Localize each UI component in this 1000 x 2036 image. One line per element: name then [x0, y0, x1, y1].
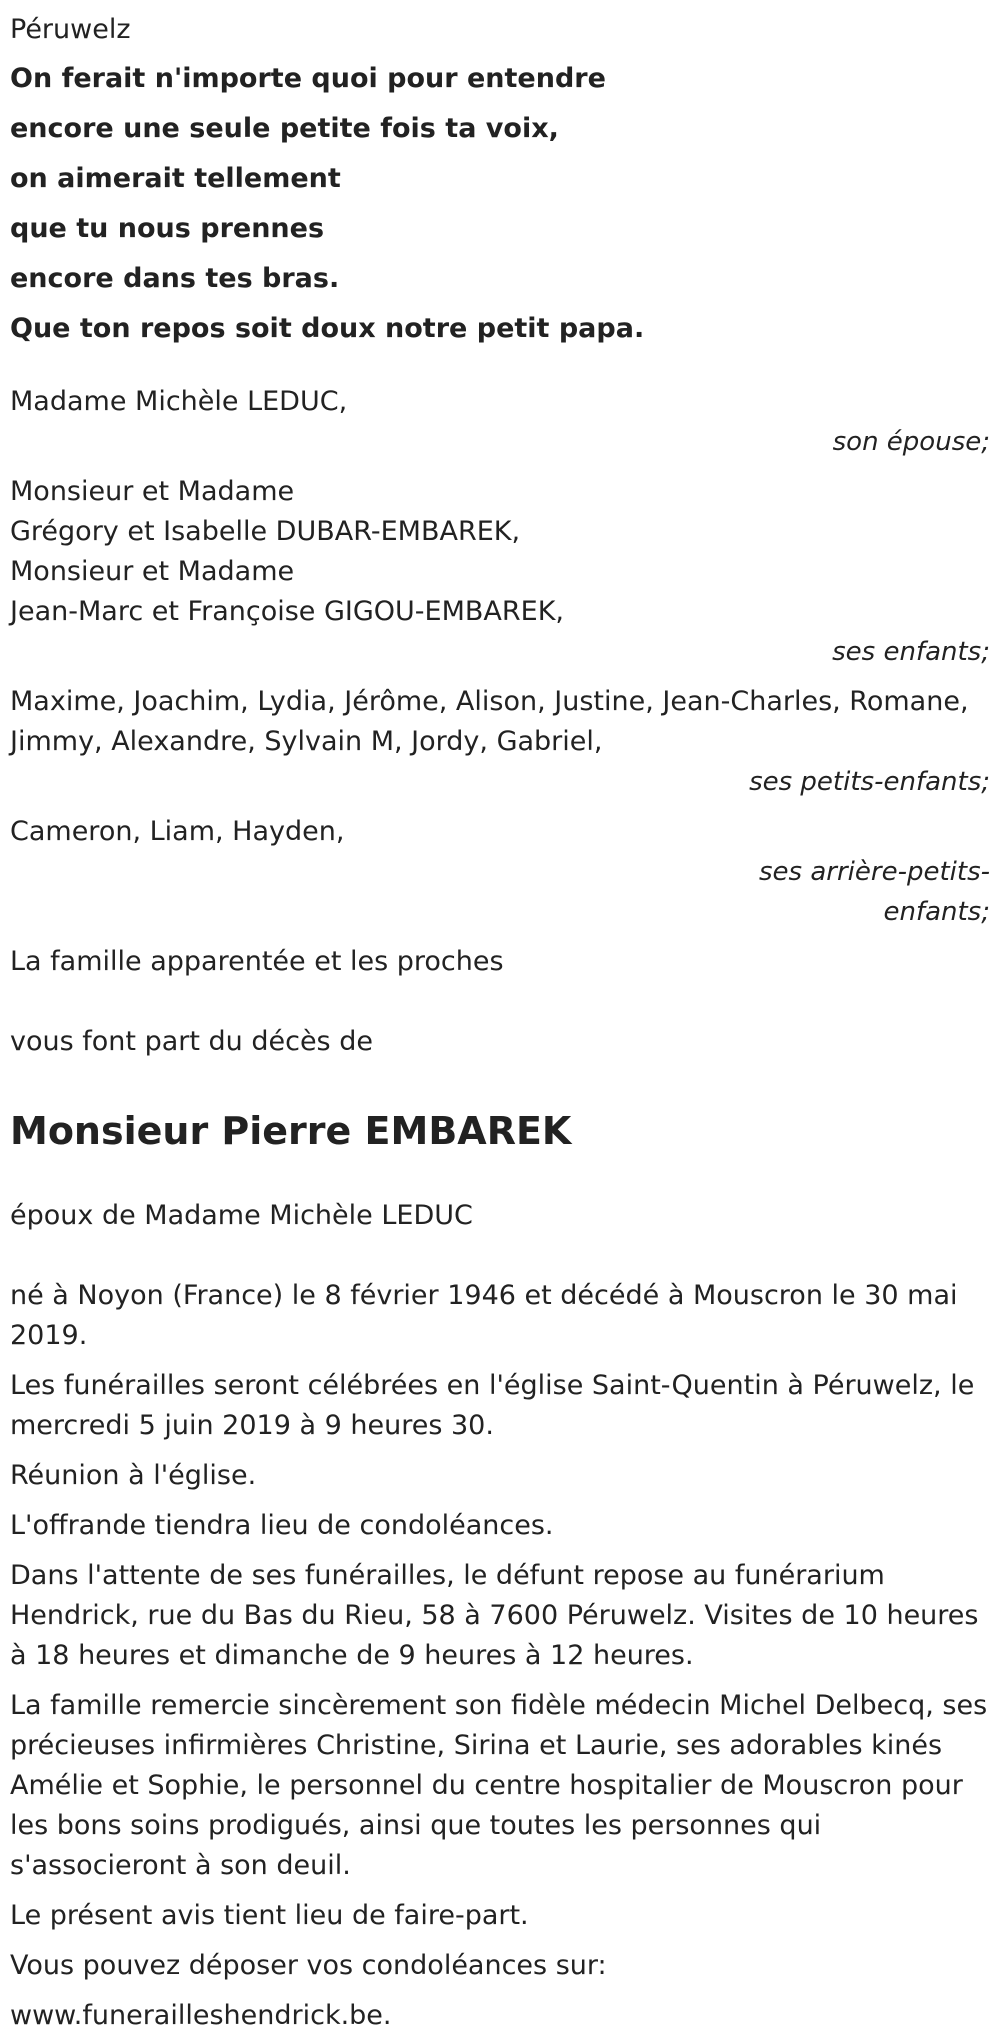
great-grandchildren-role: ses arrière-petits-	[759, 857, 990, 887]
great-grandchildren-block	[10, 812, 990, 932]
city-name: Péruwelz	[10, 14, 131, 45]
condolences-paragraph: Vous pouvez déposer vos condoléances sur:	[10, 1950, 607, 1981]
spouse-block	[10, 382, 990, 462]
funeral-paragraph: Les funérailles seront célébrées en l'église Saint-Quentin à Péruwelz, le mercredi 5 juin 2019 à 9 heures 30.	[10, 1370, 975, 1441]
poem-line: encore une seule petite fois ta voix,	[10, 113, 559, 144]
announcement-line: vous font part du décès de	[10, 1026, 373, 1057]
website-link[interactable]	[10, 1996, 990, 2036]
spacer	[10, 1062, 990, 1102]
great-grandchildren-line: Cameron, Liam, Hayden,	[10, 816, 345, 847]
children-line: Monsieur et Madame	[10, 476, 295, 507]
poem-line: on aimerait tellement	[10, 163, 341, 194]
spouse-of-line: époux de Madame Michèle LEDUC	[10, 1200, 473, 1231]
deceased-name: Monsieur Pierre EMBAREK	[10, 1109, 572, 1153]
spacer	[10, 982, 990, 1022]
rest-paragraph: Dans l'attente de ses funérailles, le défunt repose au funérarium Hendrick, rue du Bas du Rieu, 58 à 7600 Péruwelz. Visites de 10 heures à 18 heures et dimanche de 9 heures à 12 heures.	[10, 1560, 979, 1671]
poem	[10, 54, 990, 354]
children-block	[10, 472, 990, 672]
poem-line: encore dans tes bras.	[10, 263, 340, 294]
birth-death-paragraph: né à Noyon (France) le 8 février 1946 et décédé à Mouscron le 30 mai 2019.	[10, 1280, 958, 1351]
grandchildren-block	[10, 682, 990, 802]
meeting-paragraph: Réunion à l'église.	[10, 1460, 257, 1491]
children-line: Monsieur et Madame	[10, 556, 295, 587]
grandchildren-line: Jimmy, Alexandre, Sylvain M, Jordy, Gabriel,	[10, 726, 603, 757]
children-role: ses enfants;	[832, 637, 990, 667]
website-link-text[interactable]: www.funerailleshendrick.be.	[10, 2000, 392, 2031]
offering-paragraph: L'offrande tiendra lieu de condoléances.	[10, 1510, 554, 1541]
children-line: Grégory et Isabelle DUBAR-EMBAREK,	[10, 516, 521, 547]
notice-paragraph: Le présent avis tient lieu de faire-part.	[10, 1900, 529, 1931]
grandchildren-line: Maxime, Joachim, Lydia, Jérôme, Alison, Justine, Jean-Charles, Romane,	[10, 686, 969, 717]
poem-line: que tu nous prennes	[10, 213, 325, 244]
grandchildren-role: ses petits-enfants;	[749, 767, 990, 797]
children-line: Jean-Marc et Françoise GIGOU-EMBAREK,	[10, 596, 565, 627]
spouse-name: Madame Michèle LEDUC,	[10, 386, 348, 417]
relatives-line: La famille apparentée et les proches	[10, 946, 504, 977]
great-grandchildren-role: enfants;	[883, 897, 990, 927]
thanks-paragraph: La famille remercie sincèrement son fidèle médecin Michel Delbecq, ses précieuses infirmières Christine, Sirina et Laurie, ses adorables kinés Amélie et Sophie, le personnel du centre hospitalier de Mouscron pour les bons soins prodigués, ainsi que toutes les personnes qui s'associeront à son deuil.	[10, 1690, 988, 1881]
poem-line: On ferait n'importe quoi pour entendre	[10, 63, 606, 94]
poem-line: Que ton repos soit doux notre petit papa.	[10, 313, 645, 344]
spouse-role: son épouse;	[832, 427, 990, 457]
